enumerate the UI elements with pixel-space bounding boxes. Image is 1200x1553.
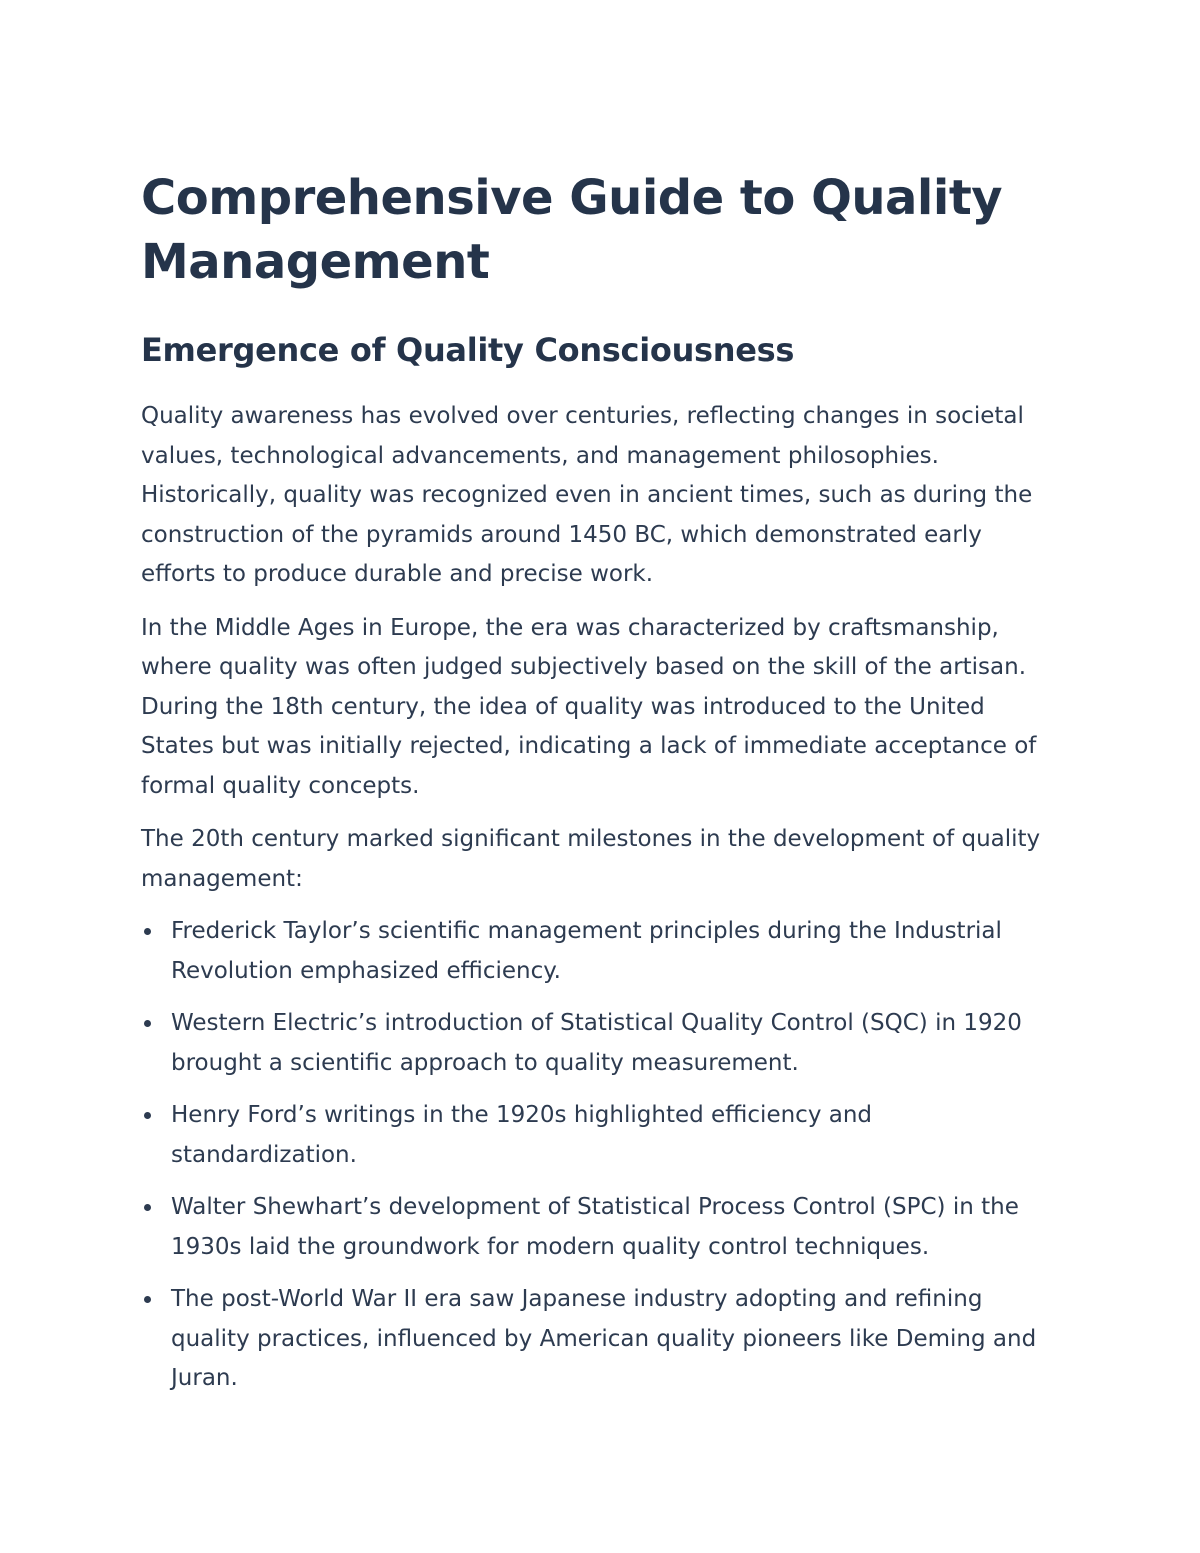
bullet-icon: [144, 1020, 151, 1027]
paragraph-quality-awareness: Quality awareness has evolved over centuries, reflecting changes in societal values, technological advancements, and management philosophies. Historically, quality was recognized even in ancient times, such as during the construction of the pyramids around 1450 BC, which demonstrated early efforts to produce durable and precise work.: [141, 403, 1033, 587]
list-item-text: Western Electric’s introduction of Statistical Quality Control (SQC) in 1920 brought a scientific approach to quality measurement.: [171, 1010, 1022, 1076]
list-item: [141, 1280, 1061, 1399]
list-item-text: Walter Shewhart’s development of Statistical Process Control (SPC) in the 1930s laid the groundwork for modern quality control techniques.: [171, 1194, 1019, 1260]
bullet-icon: [144, 928, 151, 935]
section-heading: Emergence of Quality Consciousness: [141, 331, 795, 369]
bullet-icon: [144, 1204, 151, 1211]
list-item: [141, 912, 1061, 991]
bullet-icon: [144, 1112, 151, 1119]
document-page: [141, 166, 1061, 1412]
paragraph-middle-ages: In the Middle Ages in Europe, the era was characterized by craftsmanship, where quality was often judged subjectively based on the skill of the artisan. During the 18th century, the idea of quality was introduced to the United States but was initially rejected, indicating a lack of immediate acceptance of formal quality concepts.: [141, 614, 1037, 799]
bullet-icon: [144, 1296, 151, 1303]
list-item: [141, 1004, 1061, 1083]
page-title: Comprehensive Guide to Quality Management: [141, 170, 1003, 290]
paragraph-20th-century: The 20th century marked significant milestones in the development of quality management:: [141, 826, 1041, 892]
list-item: [141, 1096, 1061, 1175]
list-item-text: The post-World War II era saw Japanese industry adopting and refining quality practices, influenced by American quality pioneers like Deming and Juran.: [171, 1286, 1037, 1391]
list-item-text: Frederick Taylor’s scientific management principles during the Industrial Revolution emphasized efficiency.: [171, 918, 1002, 984]
list-item-text: Henry Ford’s writings in the 1920s highlighted efficiency and standardization.: [171, 1102, 873, 1168]
list-item: [141, 1188, 1061, 1267]
milestone-list: [141, 912, 1061, 1399]
